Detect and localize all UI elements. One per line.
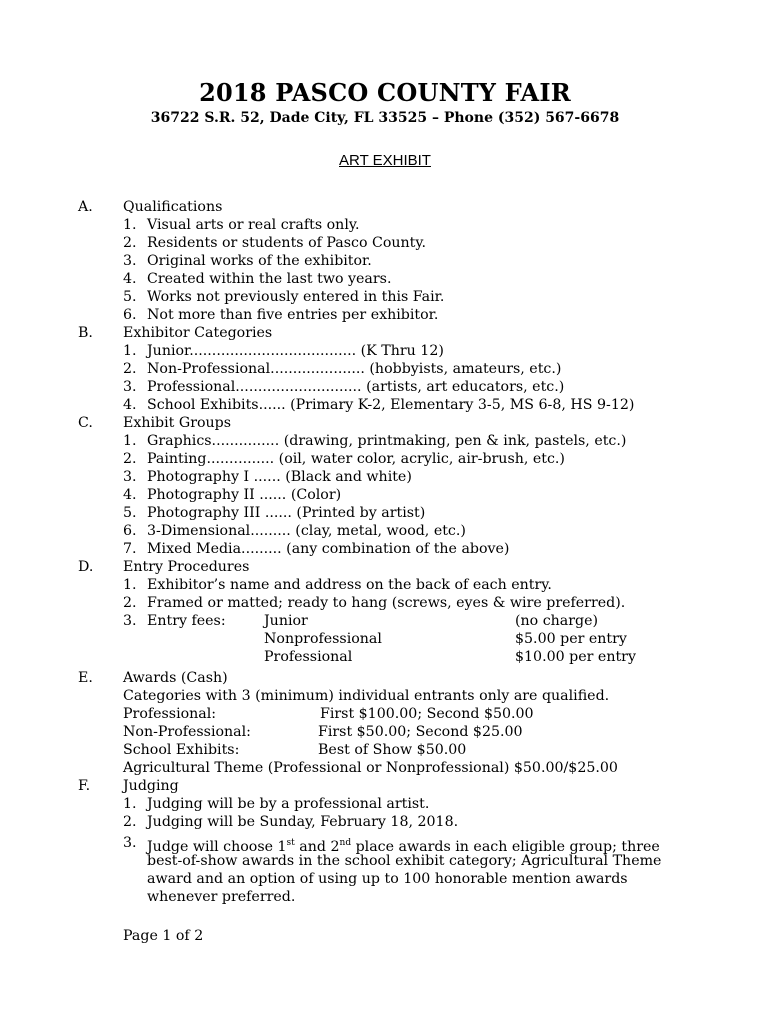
fee-category: Junior (264, 613, 308, 629)
section-title: Exhibitor Categories (123, 325, 273, 341)
page-title: 2018 PASCO COUNTY FAIR (199, 78, 571, 107)
section-letter: C. (78, 415, 93, 431)
section-title: Judging (123, 778, 179, 794)
section-title: Qualifications (123, 199, 223, 215)
exhibit-heading: ART EXHIBIT (339, 152, 431, 169)
fee-amount: $5.00 per entry (515, 631, 627, 647)
section-letter: E. (78, 670, 93, 686)
fee-category: Nonprofessional (264, 631, 382, 647)
section-title: Exhibit Groups (123, 415, 232, 431)
section-letter: F. (78, 778, 91, 794)
section-letter: D. (78, 559, 94, 575)
fee-category: Professional (264, 649, 353, 665)
document-page: 2018 PASCO COUNTY FAIR 36722 S.R. 52, Dade City, FL 33525 – Phone (352) 567-6678 ART EXHIBIT A. Qualifications 1. Visual arts or real crafts only. 2. Residents or students of Pasco County. 3. Original works of the exhibitor. 4. Created within the last two years. 5. Works not previously entered in this Fair. 6. Not more than five entries per exhibitor. B. Exhibitor Categories 1. Junior..................................... (K Thru 12) 2. Non-Professional..................... (hobbyists, amateurs, etc.) 3. Professional............................ (artists, art educators, etc.) 4. School Exhibits...... (Primary K-2, Elementary 3-5, MS 6-8, HS 9-12) C. Exhibit Groups 1. Graphics............... (drawing, printmaking, pen & ink, pastels, etc.) 2. Painting............... (oil, water color, acrylic, air-brush, etc.) 3. Photography I ...... (Black and white) 4. Photography II ...... (Color) 5. Photography III ...... (Printed by artist) 6. 3-Dimensional......... (clay, metal, wood, etc.) 7. Mixed Media......... (any combination of the above) D. Entry Procedures 1. Exhibitor’s name and address on the back of each entry. 2. Framed or matted; ready to hang (screws, eyes & wire preferred). 3. Entry fees: Junior (no charge) Nonprofessional $5.00 per entry Professional $10.00 per entry E. Awards (Cash) Categories with 3 (minimum) individual entrants only are qualified. Professional: First $100.00; Second $50.00 Non-Professional: First $50.00; Second $25.00 School Exhibits: Best of Show $50.00 Agricultural Theme (Professional or Nonprofessional) $50.00/$25.00 F. Judging 1. Judging will be by a professional artist. 2. Judging will be Sunday, February 18, 2018. 3. Judge will choose 1st and 2nd place awards in each eligible group; three best-of-show awards in the school exhibit category; Agricultural Theme award and an option of using up to 100 honorable mention awards whenever preferred. Page 1 of 2 (0, 0, 770, 1024)
page-number: Page 1 of 2 (123, 928, 204, 944)
fee-amount: $10.00 per entry (515, 649, 636, 665)
section-letter: A. (78, 199, 93, 215)
section-title: Entry Procedures (123, 559, 250, 575)
section-title: Awards (Cash) (123, 670, 228, 686)
fair-address: 36722 S.R. 52, Dade City, FL 33525 – Phone (352) 567-6678 (150, 110, 620, 126)
fee-amount: (no charge) (515, 613, 599, 629)
section-letter: B. (78, 325, 93, 341)
